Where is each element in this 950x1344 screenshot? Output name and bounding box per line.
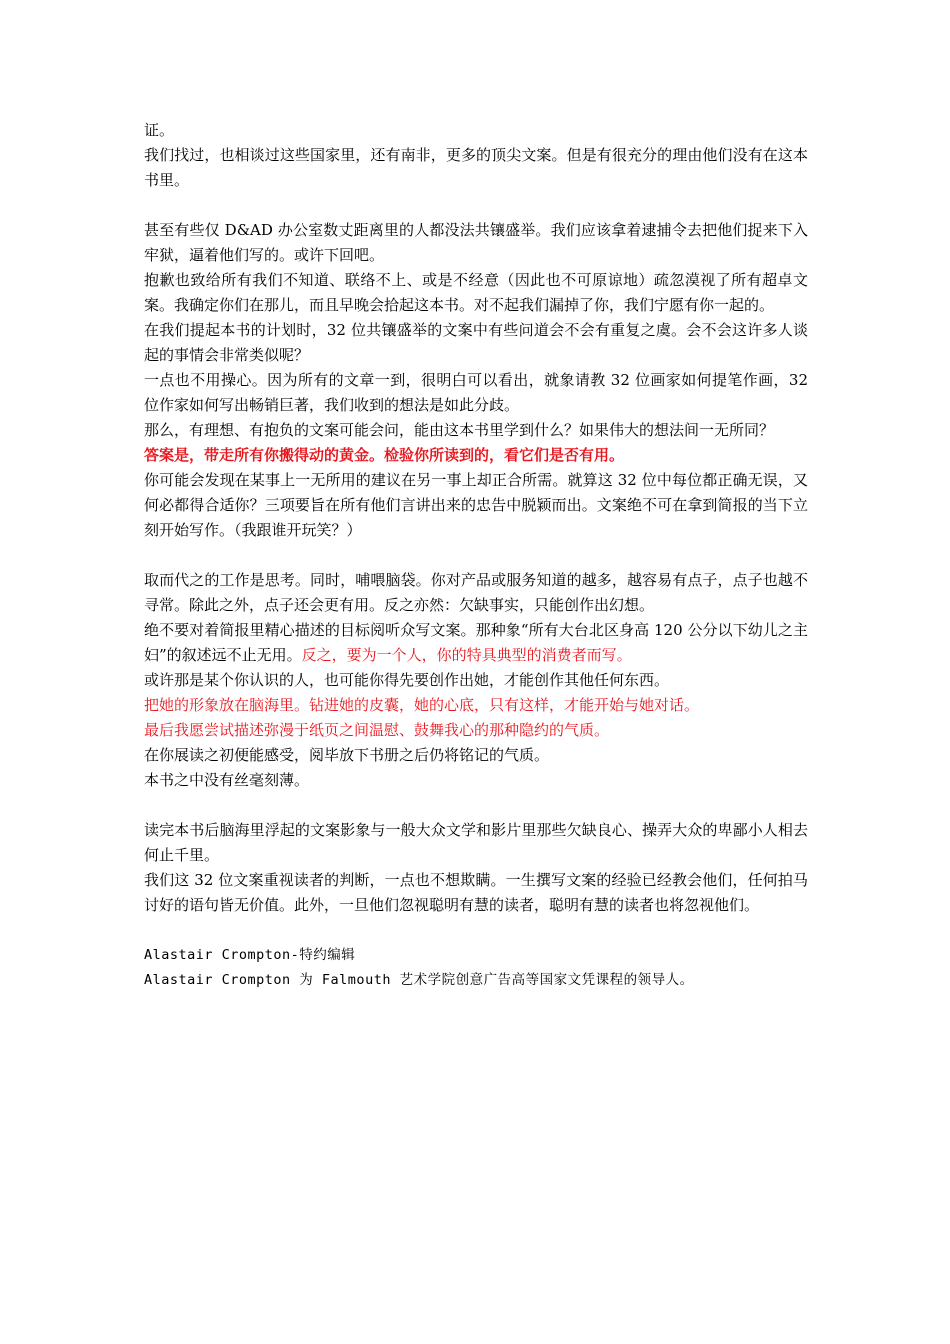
paragraph-gap bbox=[144, 193, 808, 218]
paragraph: 那么，有理想、有抱负的文案可能会问，能由这本书里学到什么？如果伟大的想法间一无所同？ bbox=[144, 421, 775, 439]
paragraph: 甚至有些仅 D&AD 办公室数丈距离里的人都没法共镶盛举。我们应该拿着逮捕令去把他们捉来下入牢狱，逼着他们写的。或许下回吧。 bbox=[144, 221, 808, 264]
paragraph-gap bbox=[144, 543, 808, 568]
paragraph: 或许那是某个你认识的人，也可能你得先要创作出她，才能创作其他任何东西。 bbox=[144, 671, 670, 689]
paragraph: 你可能会发现在某事上一无所用的建议在另一事上却正合所需。就算这 32 位中每位都正确无误，又何必都得合适你？三项要旨在所有他们言讲出来的忠告中脱颖而出。文案绝不可在拿到简报的当下立刻开始写作。（我跟谁开玩笑？） bbox=[144, 471, 808, 539]
paragraph: 在我们提起本书的计划时，32 位共镶盛举的文案中有些问道会不会有重复之虞。会不会这许多人谈起的事情会非常类似呢？ bbox=[144, 321, 808, 364]
paragraph: 一点也不用操心。因为所有的文章一到，很明白可以看出，就象请教 32 位画家如何提笔作画，32 位作家如何写出畅销巨著，我们收到的想法是如此分歧。 bbox=[144, 371, 808, 414]
highlighted-paragraph: 最后我愿尝试描述弥漫于纸页之间温慰、鼓舞我心的那种隐约的气质。 bbox=[144, 721, 610, 739]
highlighted-paragraph: 把她的形象放在脑海里。钻进她的皮囊，她的心底，只有这样，才能开始与她对话。 bbox=[144, 696, 700, 714]
paragraph: 我们这 32 位文案重视读者的判断，一点也不想欺瞒。一生撰写文案的经验已经教会他们，任何拍马讨好的语句皆无价值。此外，一旦他们忽视聪明有慧的读者，聪明有慧的读者也将忽视他们。 bbox=[144, 871, 808, 914]
editor-credit: Alastair Crompton-特约编辑 bbox=[144, 947, 356, 963]
paragraph: 我们找过，也相谈过这些国家里，还有南非，更多的顶尖文案。但是有很充分的理由他们没有在这本书里。 bbox=[144, 146, 808, 189]
paragraph: 证。 bbox=[144, 121, 175, 139]
paragraph-text: 绝不要对着简报里精心描述的目标阅听众写文案。那种象“所有大台北区身高 120 公分以下幼儿之主妇”的叙述远不止无用。 bbox=[144, 621, 808, 664]
paragraph bbox=[144, 618, 808, 668]
highlighted-text: 反之，要为一个人，你的特具典型的消费者而写。 bbox=[301, 646, 632, 664]
editor-bio: Alastair Crompton 为 Falmouth 艺术学院创意广告高等国家文凭课程的领导人。 bbox=[144, 972, 694, 988]
highlighted-answer: 答案是，带走所有你搬得动的黄金。检验你所读到的，看它们是否有用。 bbox=[144, 446, 625, 464]
paragraph: 读完本书后脑海里浮起的文案影象与一般大众文学和影片里那些欠缺良心、操弄大众的卑鄙小人相去何止千里。 bbox=[144, 821, 808, 864]
paragraph: 在你展读之初便能感受，阅毕放下书册之后仍将铭记的气质。 bbox=[144, 746, 550, 764]
paragraph-gap bbox=[144, 793, 808, 818]
document-body bbox=[144, 118, 808, 993]
paragraph: 取而代之的工作是思考。同时，哺喂脑袋。你对产品或服务知道的越多，越容易有点子，点子也越不寻常。除此之外，点子还会更有用。反之亦然：欠缺事实，只能创作出幻想。 bbox=[144, 571, 808, 614]
paragraph: 抱歉也致给所有我们不知道、联络不上、或是不经意（因此也不可原谅地）疏忽漠视了所有超卓文案。我确定你们在那儿，而且早晚会拾起这本书。对不起我们漏掉了你，我们宁愿有你一起的。 bbox=[144, 271, 808, 314]
paragraph-gap bbox=[144, 918, 808, 943]
paragraph: 本书之中没有丝毫刻薄。 bbox=[144, 771, 310, 789]
